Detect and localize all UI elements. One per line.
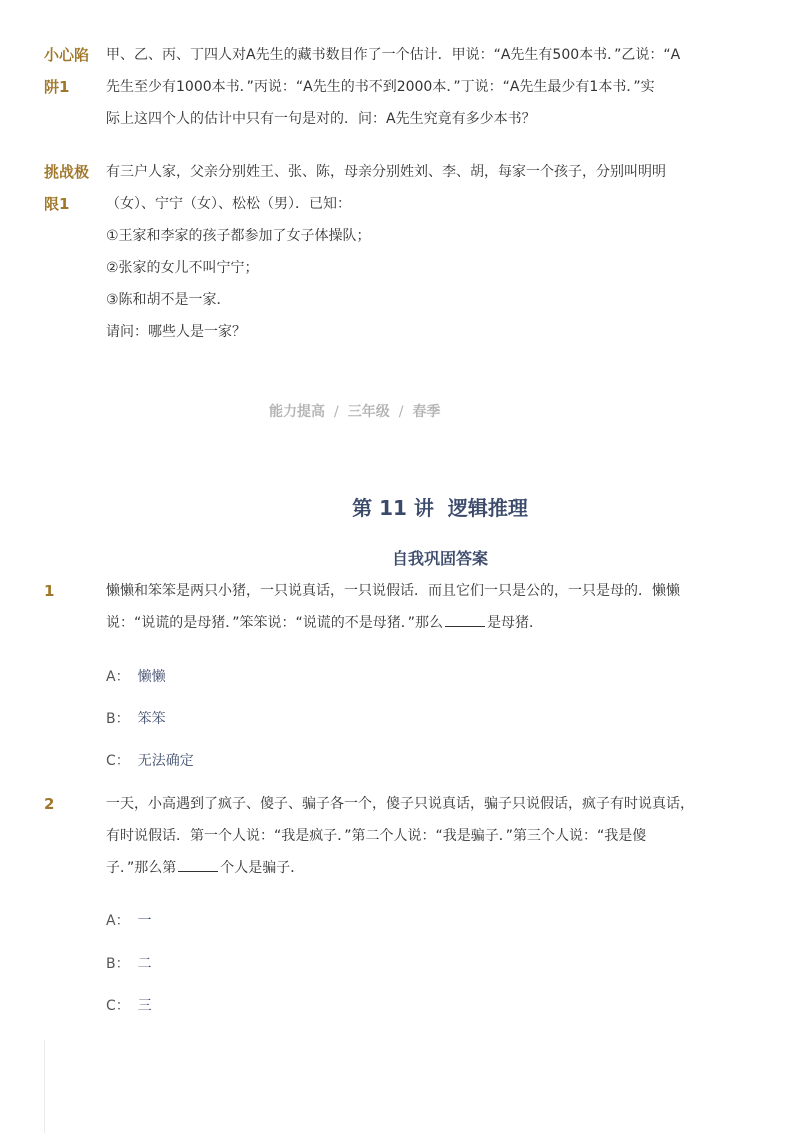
challenge-tag-line1: 挑战极 bbox=[44, 163, 90, 181]
question-line bbox=[106, 852, 718, 884]
option-letter: B： bbox=[106, 711, 130, 727]
footer-separator: / bbox=[398, 404, 404, 420]
option-letter: C： bbox=[106, 998, 130, 1014]
challenge-line: 请问：哪些人是一家？ bbox=[106, 324, 246, 340]
challenge-line: （女）、宁宁（女）、松松（男）．已知： bbox=[106, 196, 351, 212]
challenge-line: ②张家的女儿不叫宁宁； bbox=[106, 260, 259, 276]
trap-line: 甲、乙、丙、丁四人对A先生的藏书数目作了一个估计．甲说：“A先生有500本书．”乙说：“A bbox=[106, 47, 681, 63]
option-text: 笨笨 bbox=[137, 711, 166, 727]
challenge-tag-line2: 限1 bbox=[44, 195, 70, 213]
option-letter: A： bbox=[106, 913, 130, 929]
trap-text bbox=[106, 39, 718, 135]
trap-tag bbox=[44, 39, 100, 103]
challenge-tag bbox=[44, 156, 100, 220]
answer-blank bbox=[445, 612, 485, 627]
footer-grade: 三年级 bbox=[347, 404, 390, 420]
option-text: 无法确定 bbox=[137, 753, 194, 769]
question-line-part: 是母猪． bbox=[487, 615, 544, 631]
option-c[interactable] bbox=[106, 996, 152, 1016]
question-number: 1 bbox=[44, 582, 55, 600]
question-text bbox=[106, 575, 718, 639]
question-line-part: 个人是骗子． bbox=[220, 860, 305, 876]
option-b[interactable] bbox=[106, 954, 152, 974]
option-b[interactable] bbox=[106, 709, 166, 729]
section-title: 自我巩固答案 bbox=[391, 549, 488, 568]
question-line: 一天，小高遇到了疯子、傻子、骗子各一个，傻子只说真话，骗子只说假话，疯子有时说真话， bbox=[106, 796, 694, 812]
question-line bbox=[106, 607, 718, 639]
footer-term: 春季 bbox=[412, 404, 441, 420]
page-footer-breadcrumb bbox=[269, 402, 440, 422]
option-letter: C： bbox=[106, 753, 130, 769]
question-text bbox=[106, 788, 718, 884]
option-c[interactable] bbox=[106, 751, 194, 771]
challenge-text bbox=[106, 156, 718, 348]
footer-level: 能力提高 bbox=[269, 404, 325, 420]
option-text: 三 bbox=[137, 998, 152, 1014]
footer-separator: / bbox=[334, 404, 339, 420]
challenge-line: 有三户人家，父亲分别姓王、张、陈，母亲分别姓刘、李、胡，每家一个孩子，分别叫明明 bbox=[106, 164, 666, 180]
lecture-title: 第 11 讲 逻辑推理 bbox=[352, 496, 528, 520]
challenge-line: ③陈和胡不是一家． bbox=[106, 292, 231, 308]
trap-line: 际上这四个人的估计中只有一句是对的．问：A先生究竟有多少本书？ bbox=[106, 111, 536, 127]
option-a[interactable] bbox=[106, 911, 152, 931]
question-line: 懒懒和笨笨是两只小猪，一只说真话，一只说假话．而且它们一只是公的，一只是母的．懒懒 bbox=[106, 583, 680, 599]
challenge-line: ①王家和李家的孩子都参加了女子体操队； bbox=[106, 228, 371, 244]
question-number: 2 bbox=[44, 795, 55, 813]
trap-tag-line2: 阱1 bbox=[44, 78, 70, 96]
answer-blank bbox=[178, 857, 218, 872]
question-line: 有时说假话．第一个人说：“我是疯子．”第二个人说：“我是骗子．”第三个人说：“我是傻 bbox=[106, 828, 647, 844]
option-text: 懒懒 bbox=[137, 669, 166, 685]
option-letter: B： bbox=[106, 956, 130, 972]
option-letter: A： bbox=[106, 669, 130, 685]
option-a[interactable] bbox=[106, 667, 166, 687]
trap-tag-line1: 小心陷 bbox=[44, 46, 90, 64]
option-text: 二 bbox=[137, 956, 152, 972]
margin-rule bbox=[44, 1040, 45, 1133]
question-line-part: 子．”那么第 bbox=[106, 860, 177, 876]
question-line-part: 说：“说谎的是母猪．”笨笨说：“说谎的不是母猪．”那么 bbox=[106, 615, 444, 631]
trap-line: 先生至少有1000本书．”丙说：“A先生的书不到2000本．”丁说：“A先生最少有1本书．”实 bbox=[106, 79, 655, 95]
option-text: 一 bbox=[137, 913, 152, 929]
